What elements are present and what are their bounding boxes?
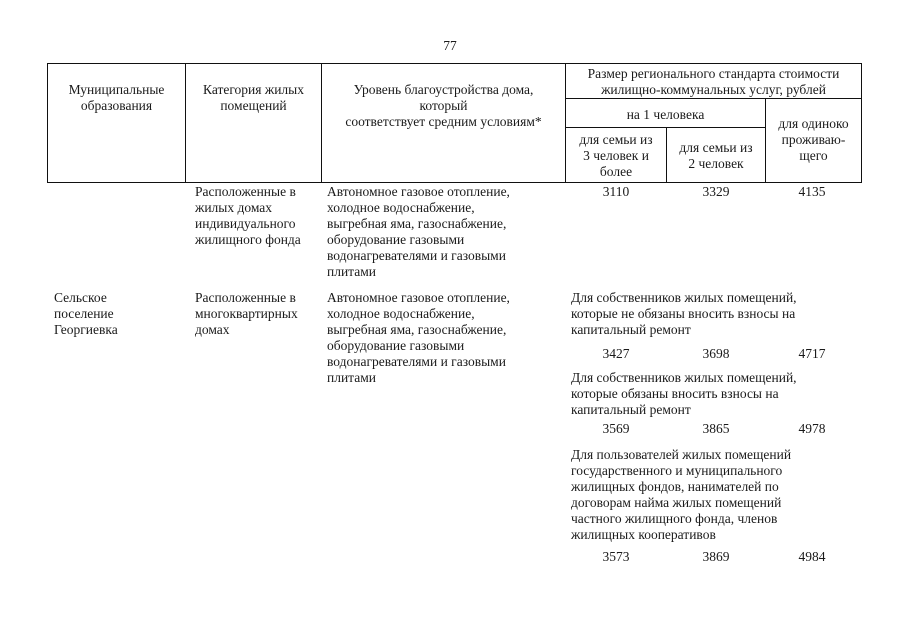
group-header-divider [565,98,862,99]
group2-value-family2: 3865 [702,421,730,436]
page-number: 77 [443,38,457,53]
row1-value-family2: 3329 [702,184,730,199]
group1-value-family3: 3427 [602,346,630,361]
table-top-border [47,63,862,64]
row1-value-family3: 3110 [602,184,630,199]
group1-label: Для собственников жилых помещений, которые не обязаны вносить взносы на капитальный ремонт [571,290,797,337]
row1-value-single: 4135 [798,184,826,199]
per-person-divider [565,127,765,128]
group1-value-single: 4717 [798,346,826,361]
header-category: Категория жилых помещений [203,82,304,113]
header-municipality: Муниципальные образования [68,82,165,113]
header-per-person: на 1 человека [626,107,705,122]
header-family-2: для семьи из 2 человек [679,140,753,171]
group3-value-single: 4984 [798,549,826,564]
header-single-resident: для одиноко проживаю- щего [778,116,849,163]
table-left-border [47,63,48,183]
group2-label: Для собственников жилых помещений, которые обязаны вносить взносы на капитальный ремонт [571,370,797,417]
table-header-bottom-border [47,182,862,183]
row2-municipality: Сельское поселение Георгиевка [54,290,118,337]
header-standard-size: Размер регионального стандарта стоимости жилищно-коммунальных услуг, рублей [587,66,840,97]
row1-amenities: Автономное газовое отопление, холодное водоснабжение, выгребная яма, газоснабжение, оборудование газовыми водонагревателями и газовыми плитами [327,184,510,279]
group3-label: Для пользователей жилых помещений государственного и муниципального жилищных фондов, нанимателей по договорам найма жилых помещений частного жилищного фонда, членов жилищных кооперативов [571,447,792,542]
row2-category: Расположенные в многоквартирных домах [195,290,298,337]
group1-value-family2: 3698 [702,346,730,361]
group3-value-family2: 3869 [702,549,730,564]
header-family-3: для семьи из 3 человек и более [579,132,653,179]
group2-value-family3: 3569 [602,421,630,436]
col-divider-1 [185,63,186,183]
group3-value-family3: 3573 [602,549,630,564]
table-right-border [861,63,862,183]
group2-value-single: 4978 [798,421,826,436]
row2-amenities: Автономное газовое отопление, холодное водоснабжение, выгребная яма, газоснабжение, оборудование газовыми водонагревателями и газовыми плитами [327,290,510,385]
header-amenities: Уровень благоустройства дома, который соответствует средним условиям* [345,82,542,129]
row1-category: Расположенные в жилых домах индивидуального жилищного фонда [195,184,301,247]
